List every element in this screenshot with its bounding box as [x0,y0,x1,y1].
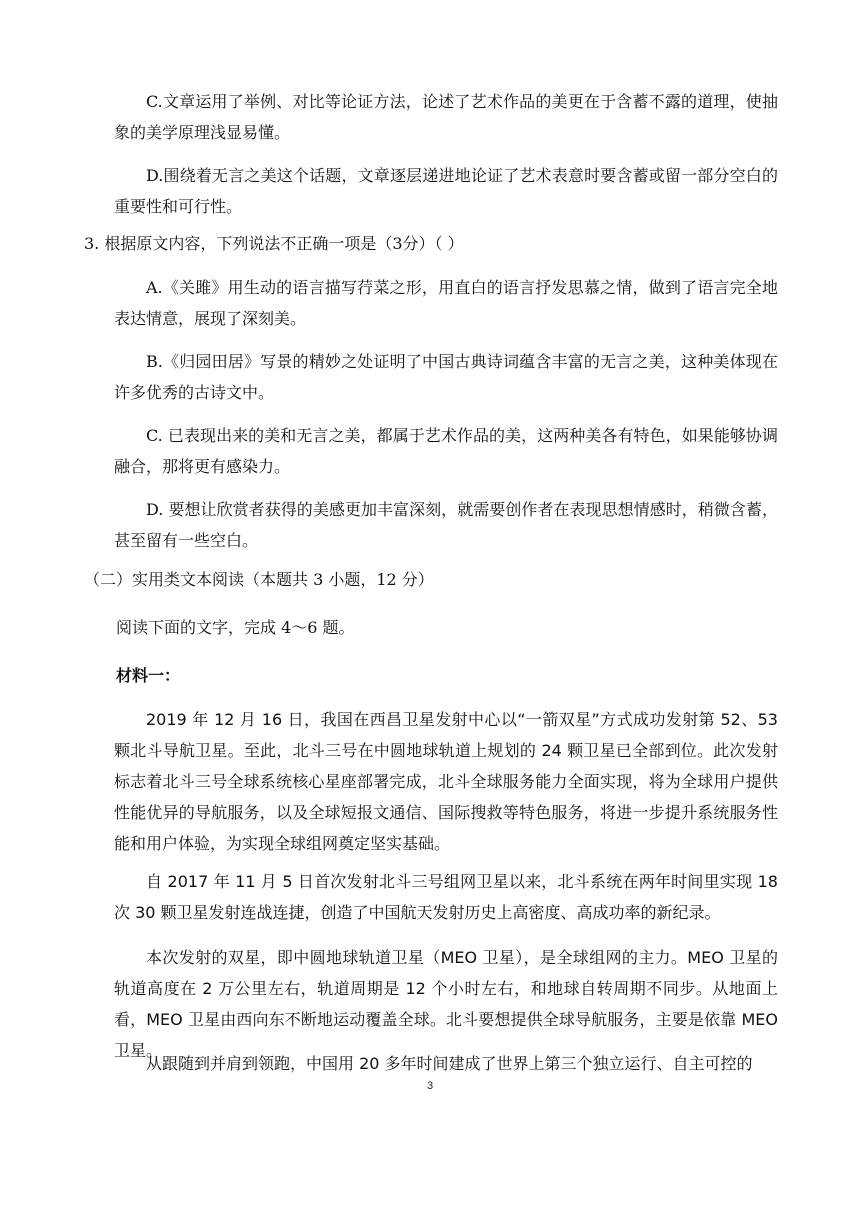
material-paragraph-4: 从跟随到并肩到领跑，中国用 20 多年时间建成了世界上第三个独立运行、自主可控的 [146,1054,753,1073]
reading-instruction: 阅读下面的文字，完成 4～6 题。 [116,618,355,637]
option-3a: A.《关雎》用生动的语言描写荇菜之形，用直白的语言抒发思慕之情，做到了语言完全地表达情意，展现了深刻美。 [114,278,778,328]
material-title: 材料一： [116,666,181,685]
material-paragraph-2: 自 2017 年 11 月 5 日首次发射北斗三号组网卫星以来，北斗系统在两年时间里实现 18 次 30 颗卫星发射连战连捷，创造了中国航天发射历史上高密度、高成功率的新纪录。 [114,872,778,922]
page-number: 3 [426,1080,434,1092]
option-2d: D.围绕着无言之美这个话题，文章逐层递进地论证了艺术表意时要含蓄或留一部分空白的重要性和可行性。 [114,166,778,216]
material-paragraph-1: 2019 年 12 月 16 日，我国在西昌卫星发射中心以“一箭双星”方式成功发射第 52、53 颗北斗导航卫星。至此，北斗三号在中圆地球轨道上规划的 24 颗卫星已全部到位。此次发射标志着北斗三号全球系统核心星座部署完成，北斗全球服务能力全面实现，将为全球用户提供性能优异的导航服务，以及全球短报文通信、国际搜救等特色服务，将进一步提升系统服务性能和用户体验，为实现全球组网奠定坚实基础。 [114,710,778,853]
option-2c: C.文章运用了举例、对比等论证方法，论述了艺术作品的美更在于含蓄不露的道理，使抽象的美学原理浅显易懂。 [114,92,778,142]
option-3d: D. 要想让欣赏者获得的美感更加丰富深刻，就需要创作者在表现思想情感时，稍微含蓄，甚至留有一些空白。 [114,500,778,550]
option-3b: B.《归园田居》写景的精妙之处证明了中国古典诗词蕴含丰富的无言之美，这种美体现在许多优秀的古诗文中。 [114,352,778,402]
section-heading: （二）实用类文本阅读（本题共 3 小题，12 分） [84,570,434,589]
material-paragraph-3: 本次发射的双星，即中圆地球轨道卫星（MEO 卫星），是全球组网的主力。MEO 卫星的轨道高度在 2 万公里左右，轨道周期是 12 个小时左右，和地球自转周期不同步。从地面上看，MEO 卫星由西向东不断地运动覆盖全球。北斗要想提供全球导航服务，主要是依靠 MEO 卫星。 [114,948,778,1060]
question-3-stem: 3. 根据原文内容，下列说法不正确一项是（3分）（ ） [84,234,464,253]
option-3c: C. 已表现出来的美和无言之美，都属于艺术作品的美，这两种美各有特色，如果能够协调融合，那将更有感染力。 [114,426,778,476]
